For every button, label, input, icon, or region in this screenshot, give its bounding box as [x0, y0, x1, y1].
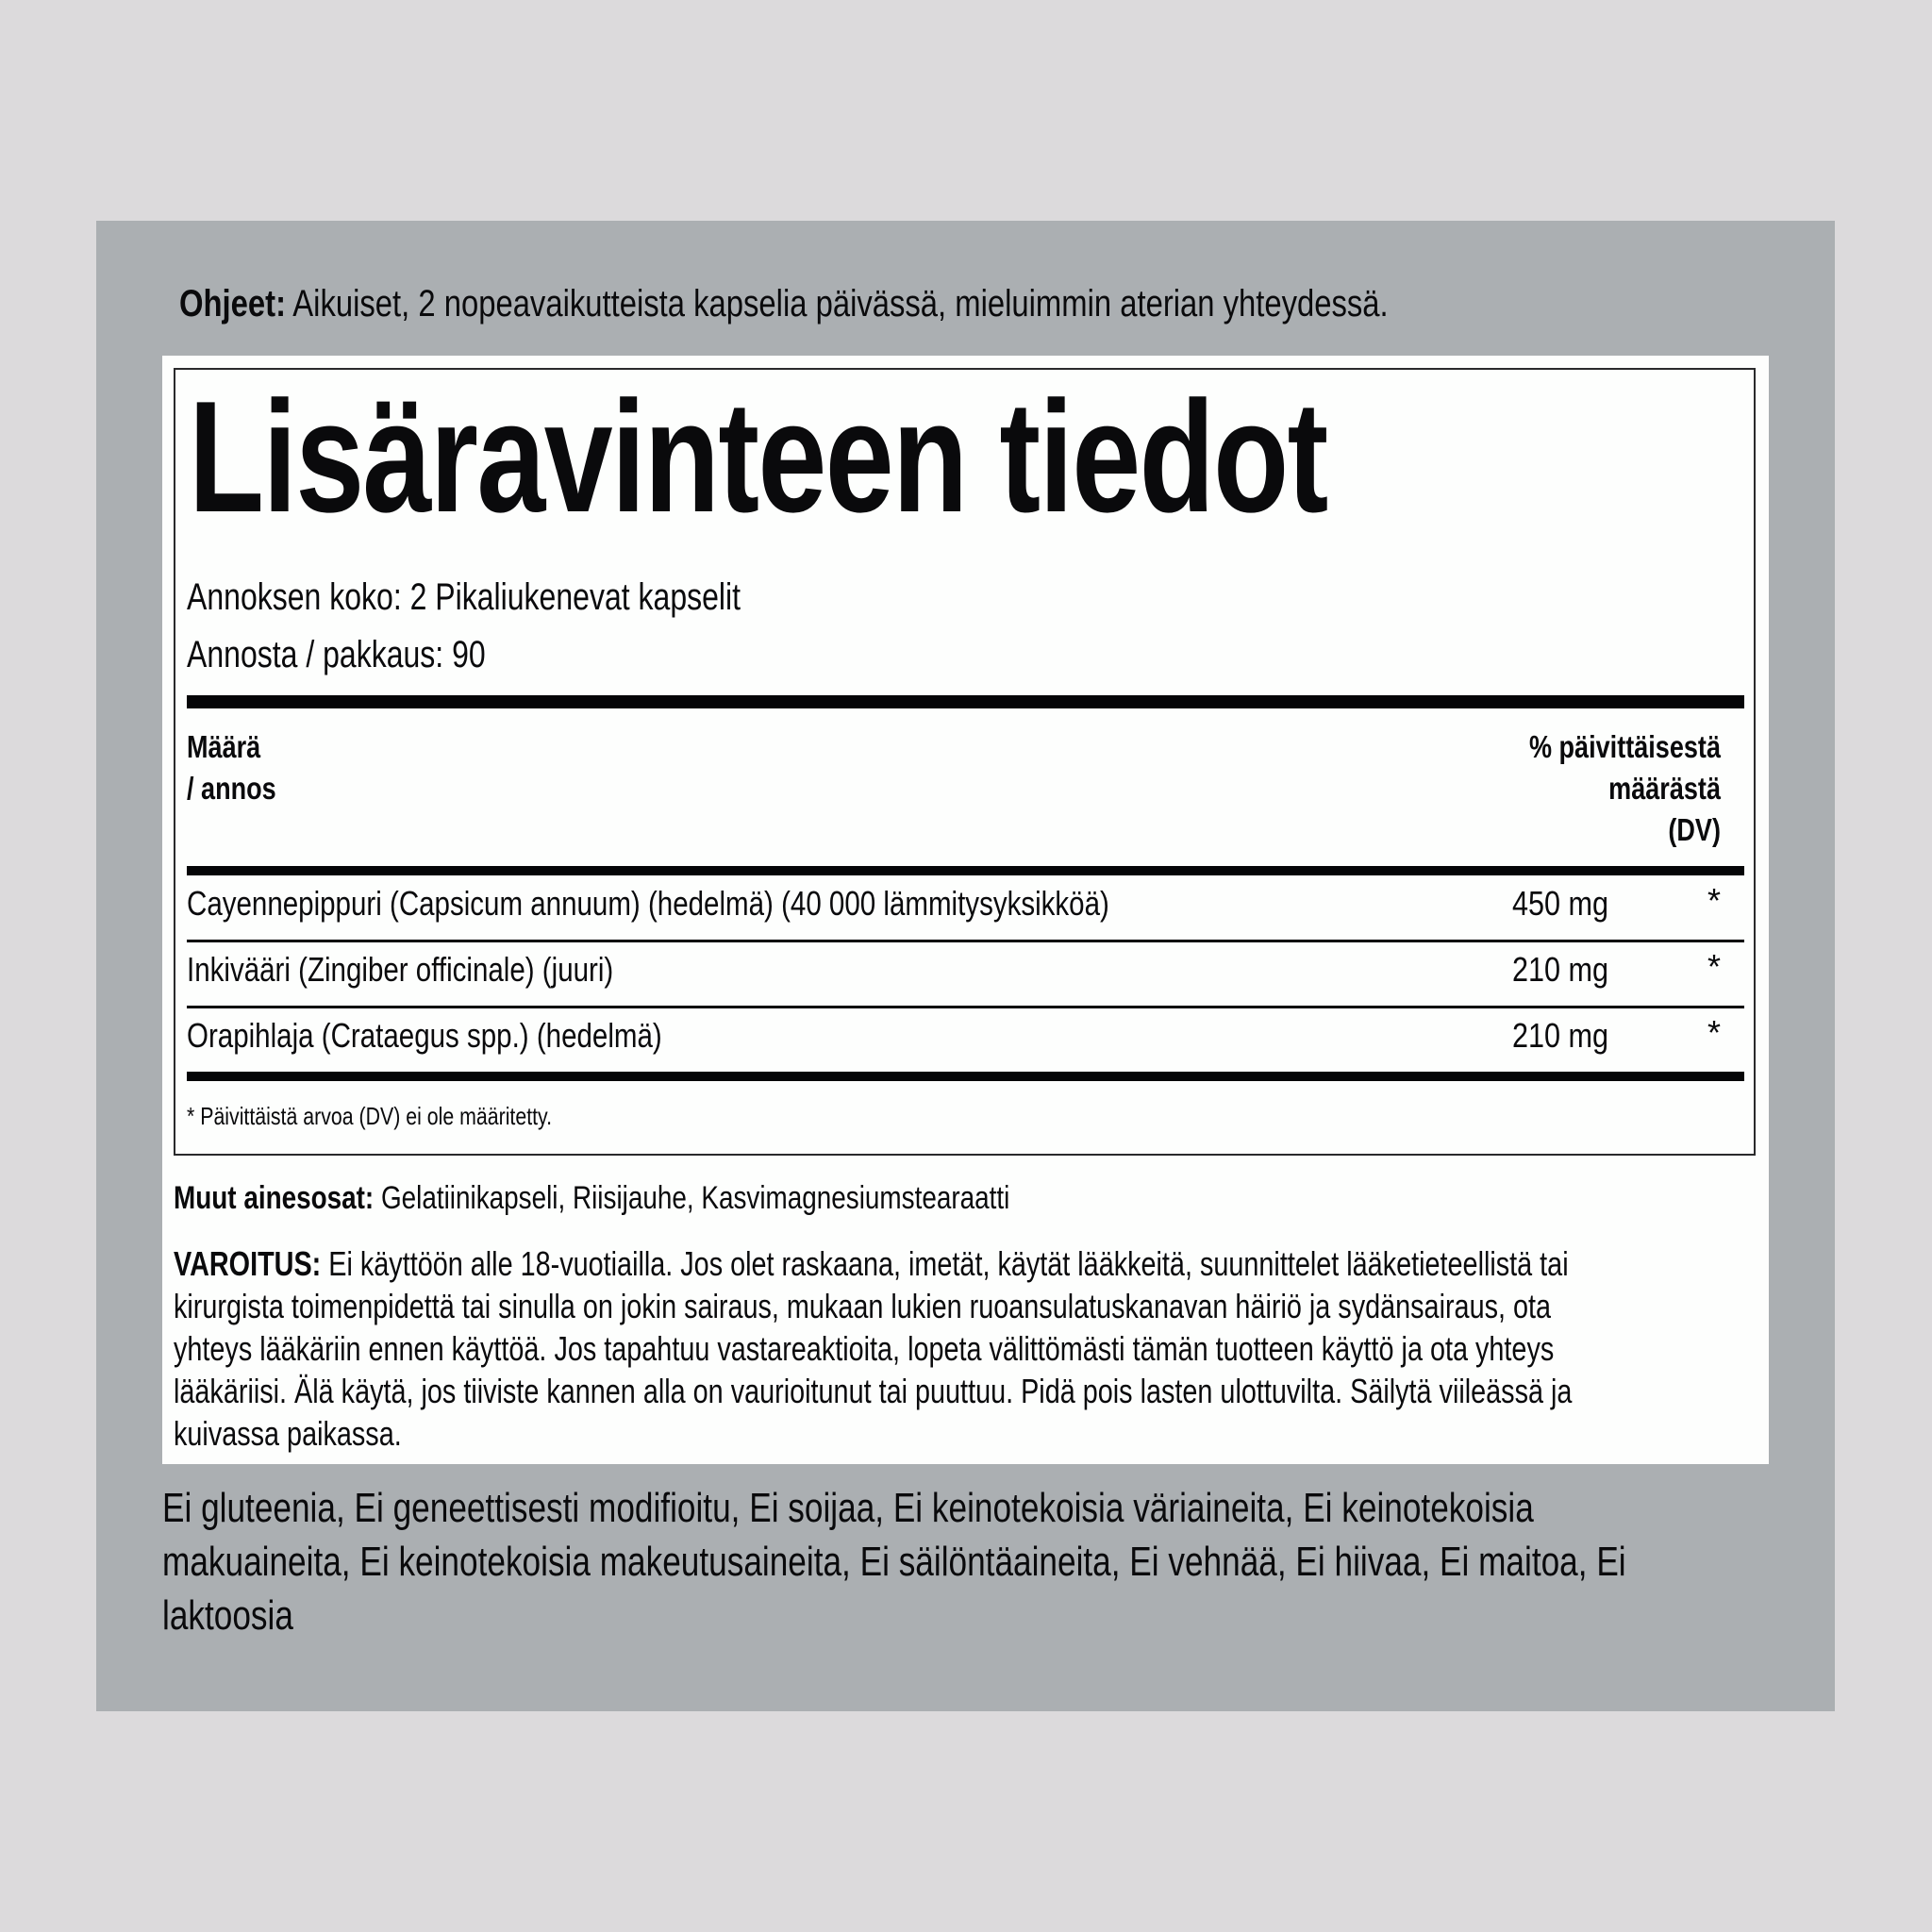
row-divider	[187, 1006, 1744, 1008]
table-row	[187, 885, 1312, 923]
serving-size-text: Annoksen koko: 2 Pikaliukenevat kapselit	[187, 576, 741, 618]
dv-value: *	[1707, 1013, 1722, 1052]
other-ingredients	[174, 1179, 1193, 1217]
warning-line: kirurgista toimenpidettä tai sinulla on jokin sairaus, mukaan lukien ruoansulatuskanavan häiriö ja sydänsairaus, ota	[174, 1287, 1552, 1325]
servings-per-container-text: Annosta / pakkaus: 90	[187, 634, 486, 675]
warning-line: yhteys lääkäriin ennen käyttöä. Jos tapahtuu vastareaktioita, lopeta välittömästi tämän tuotteen käyttö ja ota yhteys	[174, 1329, 1555, 1368]
amount-value: 210 mg	[1512, 1016, 1609, 1055]
directions-label: Ohjeet:	[179, 283, 286, 325]
directions	[179, 283, 1654, 325]
directions-text: Aikuiset, 2 nopeavaikutteista kapselia päivässä, mieluimmin aterian yhteydessä.	[292, 283, 1389, 325]
free-from-line: makuaineita, Ei keinotekoisia makeutusaineita, Ei säilöntäaineita, Ei vehnää, Ei hiivaa, Ei maitoa, Ei	[162, 1539, 1626, 1585]
ingredient-amount	[1512, 885, 1625, 923]
ingredient-name: Cayennepippuri (Capsicum annuum) (hedelmä) (40 000 lämmitysyksikköä)	[187, 884, 1109, 923]
warning	[174, 1242, 1922, 1455]
amount-header-line2: / annos	[187, 771, 276, 806]
free-from-line: laktoosia	[162, 1592, 293, 1639]
free-from-claims	[162, 1481, 1932, 1642]
dv-footnote-text: * Päivittäistä arvoa (DV) ei ole määritetty.	[187, 1102, 553, 1130]
amount-value: 210 mg	[1512, 950, 1609, 989]
thick-divider-bottom	[187, 1072, 1744, 1081]
facts-title	[189, 368, 1648, 545]
warning-line: kuivassa paikassa.	[174, 1414, 402, 1453]
dv-footnote	[187, 1102, 632, 1130]
serving-size	[187, 576, 879, 618]
facts-title-text: Lisäravinteen tiedot	[189, 368, 1327, 545]
table-row	[187, 951, 708, 989]
ingredient-amount	[1512, 951, 1625, 989]
dv-header	[1343, 726, 1721, 851]
amount-header-line1: Määrä	[187, 729, 261, 764]
dv-header-line1: % päivittäisestä	[1528, 729, 1721, 764]
warning-line: Ei käyttöön alle 18-vuotiailla. Jos olet raskaana, imetät, käytät lääkkeitä, suunnittelet lääketieteellistä tai	[328, 1244, 1569, 1283]
dv-value: *	[1707, 947, 1722, 986]
table-row	[187, 1017, 766, 1055]
amount-value: 450 mg	[1512, 884, 1609, 923]
amount-header	[187, 726, 296, 809]
other-ingredients-text: Gelatiinikapseli, Riisijauhe, Kasvimagnesiumstearaatti	[380, 1180, 1010, 1216]
servings-per-container	[187, 634, 560, 675]
thick-divider-header	[187, 866, 1744, 875]
warning-label: VAROITUS:	[174, 1244, 322, 1283]
free-from-line: Ei gluteenia, Ei geneettisesti modifioitu, Ei soijaa, Ei keinotekoisia väriaineita, Ei keinotekoisia	[162, 1485, 1534, 1531]
row-divider	[187, 940, 1744, 942]
ingredient-name: Orapihlaja (Crataegus spp.) (hedelmä)	[187, 1016, 662, 1055]
dv-header-line2: määrästä	[1608, 771, 1721, 806]
other-ingredients-label: Muut ainesosat:	[174, 1180, 375, 1216]
ingredient-name: Inkivääri (Zingiber officinale) (juuri)	[187, 950, 614, 989]
dv-header-line3: (DV)	[1668, 812, 1721, 847]
ingredient-amount	[1512, 1017, 1625, 1055]
thick-divider-top	[187, 695, 1744, 708]
dv-value: *	[1707, 881, 1722, 920]
warning-line: lääkäriisi. Älä käytä, jos tiiviste kannen alla on vaurioitunut tai puuttuu. Pidä pois lasten ulottuvilta. Säilytä viileässä ja	[174, 1372, 1573, 1410]
